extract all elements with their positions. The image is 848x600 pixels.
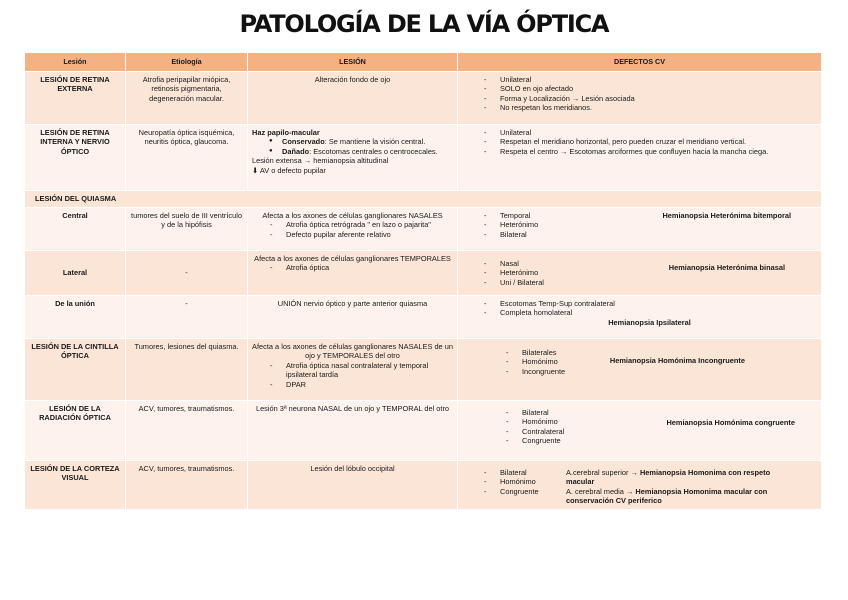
list-item: - DPAR [286,380,453,389]
result-text: Hemianopsia Heterónima bitemporal [662,211,791,220]
corteza-results [566,468,796,506]
list-item: - Unilateral [500,128,817,137]
list-item: - Uni / Bilateral [500,278,544,287]
lesion-desc-text: Afecta a los axones de células ganglionares NASALES [262,211,443,220]
list-item: - Bilateral [522,408,564,417]
list-item: - SOLO en ojo afectado [500,84,817,93]
section-title: LESIÓN DEL QUIASMA [25,191,822,208]
header-etiologia: Etiología [126,53,248,72]
cell-lesion: LESIÓN DE RETINA INTERNA Y NERVIO ÓPTICO [25,125,126,191]
cell-lesion: LESIÓN DE LA CINTILLA ÓPTICA [25,339,126,401]
row-radiacion [25,401,822,461]
result-line-2 [566,487,796,506]
cell-lesion: LESIÓN DE LA RADIACIÓN ÓPTICA [25,401,126,461]
result-text: Hemianopsia Homonima con respeto macular [566,468,771,487]
result-text: Hemianopsia Homónima Incongruente [609,356,745,365]
result-line-1 [566,468,796,487]
extensa-text: Lesión extensa → hemianopsia altitudinal [252,156,389,166]
cell-lesion-desc: Alteración fondo de ojo [248,72,458,125]
cell-lesion-desc: Lesión 3ª neurona NASAL de un ojo y TEMPORAL del otro [248,401,458,461]
cell-defectos [458,72,822,125]
danado-text: : Escotomas centrales o centrocecales. [309,146,438,156]
list-item: - Completa homolateral [500,308,817,317]
danado-label: Dañado [282,146,310,156]
list-item: - Homónimo [500,477,560,486]
row-lateral [25,251,822,296]
cell-lesion: Central [25,208,126,251]
row-cintilla [25,339,822,401]
cell-lesion-desc: UNIÓN nervio óptico y parte anterior quiasma [248,296,458,339]
cell-lesion: De la unión [25,296,126,339]
list-item: - Bilaterales [522,348,565,357]
header-lesion: Lesión [25,53,126,72]
list-item: - Escotomas Temp-Sup contralateral [500,299,817,308]
pathology-table [24,52,822,510]
list-item: - Heterónimo [500,220,538,229]
row-corteza [25,461,822,510]
cell-defectos [458,296,822,339]
cell-lesion: Lateral [25,251,126,296]
list-item: - Heterónimo [500,268,544,277]
list-item: - No respetan los meridianos. [500,103,817,112]
cell-lesion-desc: Lesión del lóbulo occipital [248,461,458,510]
row-retina-externa [25,72,822,125]
cell-lesion-desc [248,339,458,401]
row-retina-interna [25,125,822,191]
list-item: - Atrofia óptica [286,263,453,272]
list-item: - Incongruente [522,367,565,376]
list-item: - Congruente [522,436,564,445]
cell-etiologia: - [126,251,248,296]
cell-etiologia: ACV, tumores, traumatismos. [126,401,248,461]
result-prefix: A.cerebral superior → [566,468,640,477]
result-text: Hemianopsia Homonima macular con conservación CV periferico [566,486,768,506]
result-text: Hemianopsia Homónima congruente [666,418,795,427]
cell-defectos [458,125,822,191]
list-item: - Homónimo [522,417,564,426]
list-item: - Respeta el centro → Escotomas arciformes que confluyen hacia la mancha ciega. [500,147,817,156]
list-item: - Atrofia óptica nasal contralateral y temporal ipsilateral tardía [286,361,453,380]
cell-etiologia: tumores del suelo de III ventrículo y de la hipófisis [126,208,248,251]
cell-defectos [458,208,822,251]
row-union [25,296,822,339]
cell-defectos [458,401,822,461]
row-section-quiasma [25,191,822,208]
header-row [25,53,822,72]
cell-etiologia: - [126,296,248,339]
cell-lesion-desc [248,125,458,191]
cell-defectos [458,251,822,296]
cell-lesion-desc [248,251,458,296]
conservado-text: : Se mantiene la visión central. [324,137,426,147]
header-lesion-desc: LESIÓN [248,53,458,72]
cell-etiologia: Tumores, lesiones del quiasma. [126,339,248,401]
list-item: - Forma y Localización → Lesión asociada [500,94,817,103]
list-item [282,137,453,146]
cell-etiologia: ACV, tumores, traumatismos. [126,461,248,510]
conservado-label: Conservado [282,137,325,147]
lesion-desc-text: Afecta a los axones de células ganglionares TEMPORALES [254,254,451,263]
result-prefix: A. cerebral media → [566,486,636,496]
list-item: - Bilateral [500,230,538,239]
haz-label: Haz papilo-macular [252,128,320,137]
list-item [282,147,453,156]
list-item: - Congruente [500,487,560,496]
lesion-desc-text: Afecta a los axones de células ganglionares NASALES de un ojo y TEMPORALES del otro [252,342,453,361]
list-item: - Defecto pupilar aferente relativo [286,230,453,239]
list-item: - Contralateral [522,427,564,436]
list-item: - Homónimo [522,357,565,366]
cell-lesion: LESIÓN DE RETINA EXTERNA [25,72,126,125]
list-item: - Temporal [500,211,538,220]
list-item: - Respetan el meridiano horizontal, pero pueden cruzar el meridiano vertical. [500,137,817,146]
cell-defectos [458,461,822,510]
cell-lesion-desc [248,208,458,251]
list-item: - Atrofia óptica retrógrada " en lazo o pajarita" [286,220,453,229]
cell-etiologia: Neuropatía óptica isquémica, neuritis óptica, glaucoma. [126,125,248,191]
result-text: Hemianopsia Ipsilateral [608,317,691,327]
row-central [25,208,822,251]
header-defectos: DEFECTOS CV [458,53,822,72]
list-item: - Unilateral [500,75,817,84]
cell-etiologia: Atrofia peripapilar miópica, retinosis pigmentaria, degeneración macular. [126,72,248,125]
page-title: PATOLOGÍA DE LA VÍA ÓPTICA [239,10,609,38]
result-text: Hemianopsia Heterónima binasal [668,263,785,273]
cell-defectos [458,339,822,401]
cell-lesion: LESIÓN DE LA CORTEZA VISUAL [25,461,126,510]
av-text: ⬇ AV o defecto pupilar [252,165,326,175]
list-item: - Nasal [500,259,544,268]
list-item: - Bilateral [500,468,560,477]
